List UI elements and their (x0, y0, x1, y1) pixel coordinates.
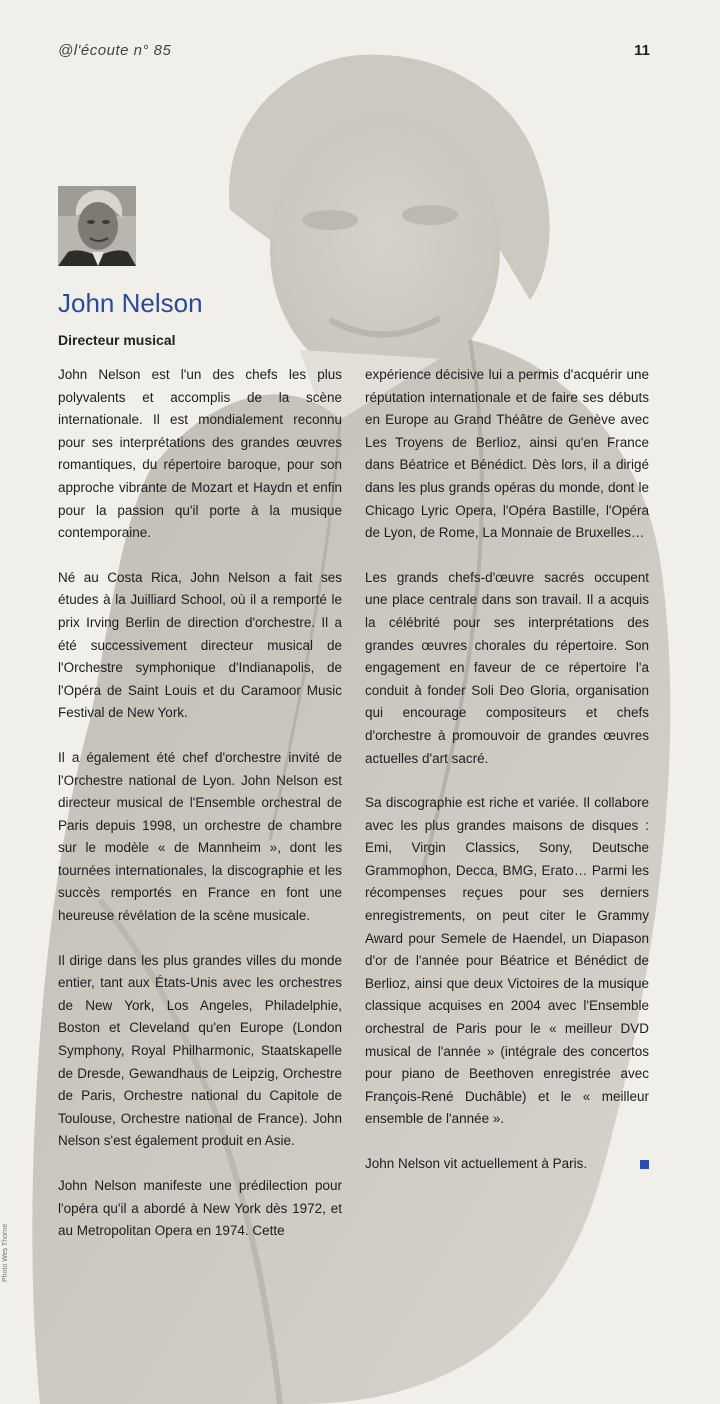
article-title: John Nelson (58, 288, 203, 318)
portrait-thumbnail-image (58, 186, 136, 266)
paragraph: Sa discographie est riche et variée. Il collabore avec les plus grandes maisons de disques : Emi, Virgin Classics, Sony, Deutsche Grammophon, Decca, BMG, Erato… Parmi les récompenses reçues pour ses derniers enregistrements, on peut citer le Grammy Award pour Semele de Haendel, un Diapason d'or de l'année pour Béatrice et Bénédict de Berlioz, ainsi que deux Victoires de la musique classique acquises en 2004 avec l'Ensemble orchestral de Paris pour le « meilleur DVD musical de l'année » (intégrale des concertos pour piano de Beethoven enregistrée avec François-René Duchâble) et le « meilleur ensemble de l'année ». (365, 795, 649, 1127)
page-header (58, 42, 650, 62)
closing-line: John Nelson vit actuellement à Paris. (365, 1156, 588, 1171)
paragraph: John Nelson manifeste une prédilection pour l'opéra qu'il a abordé à New York dès 1972, et au Metropolitan Opera en 1974. Cette (58, 1178, 342, 1239)
article-subtitle: Directeur musical (58, 332, 176, 348)
paragraph: John Nelson est l'un des chefs les plus polyvalents et accomplis de la scène internationale. Il est mondialement reconnu pour ses interprétations des grandes œuvres romantiques, du répertoire baroque, pour son approche vibrante de Mozart et Haydn et enfin pour la passion qu'il porte à la musique contemporaine. (58, 367, 342, 541)
closing-paragraph (365, 1153, 649, 1176)
left-text-column (58, 364, 342, 1265)
paragraph: Les grands chefs-d'œuvre sacrés occupent une place centrale dans son travail. Il a acquis la célébrité pour ses interprétations des grandes œuvres chorales du répertoire. Son engagement en faveur de ce répertoire l'a conduit à fonder Soli Deo Gloria, organisation qui encourage compositeurs et chefs d'orchestre à promouvoir de grandes œuvres actuelles d'art sacré. (365, 569, 649, 766)
photo-credit: Photo Wes Thorne (2, 1223, 9, 1282)
paragraph: expérience décisive lui a permis d'acquérir une réputation internationale et de faire ses débuts en Europe au Grand Théâtre de Genève avec Les Troyens de Berlioz, ainsi qu'en France dans Béatrice et Bénédict. Dès lors, il a dirigé dans les plus grands opéras du monde, dont le Chicago Lyric Opera, l'Opéra Bastille, l'Opéra de Lyon, de Rome, La Monnaie de Bruxelles… (365, 367, 649, 541)
paragraph: Il dirige dans les plus grandes villes du monde entier, tant aux États-Unis avec les orchestres de New York, Los Angeles, Philadelphie, Boston et Cleveland qu'en Europe (London Symphony, Royal Philharmonic, Staatskapelle de Dresde, Gewandhaus de Leipzig, Orchestre de Paris, Orchestre national du Capitole de Toulouse, Orchestre national de France). John Nelson s'est également produit en Asie. (58, 952, 342, 1149)
issue-label: @l'écoute n° 85 (58, 42, 172, 59)
paragraph: Il a également été chef d'orchestre invité de l'Orchestre national de Lyon. John Nelson est directeur musical de l'Ensemble orchestral de Paris depuis 1998, un orchestre de chambre sur le modèle « de Mannheim », dont les tournées internationales, la discographie et les succès remportés en France en font une heureuse révélation de la scène musicale. (58, 749, 342, 924)
right-text-column (365, 364, 649, 1198)
page-number: 11 (634, 42, 650, 59)
square-end-mark-icon (640, 1160, 649, 1169)
portrait-thumbnail (58, 186, 136, 266)
paragraph: Né au Costa Rica, John Nelson a fait ses études à la Juilliard School, où il a remporté le prix Irving Berlin de direction d'orchestre. Il a été successivement directeur musical de l'Orchestre symphonique d'Indianapolis, de l'Opéra de Saint Louis et du Caramoor Music Festival de New York. (58, 569, 342, 721)
